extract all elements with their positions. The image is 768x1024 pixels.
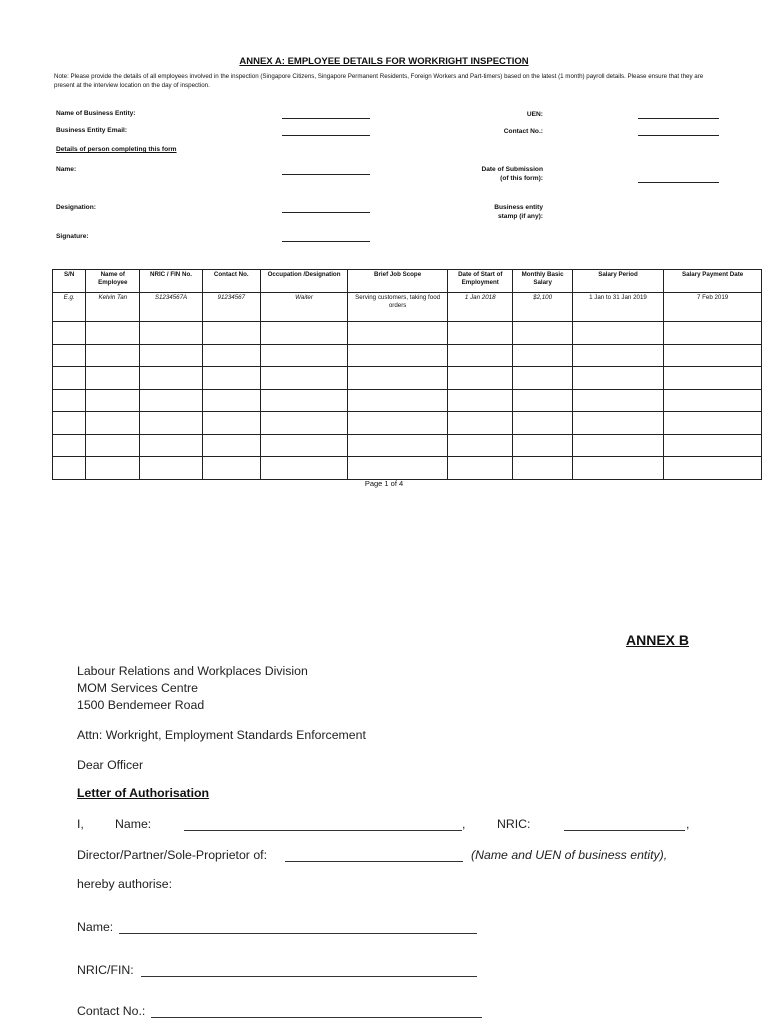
- table-cell: 91234567: [202, 293, 260, 322]
- table-cell[interactable]: [86, 367, 140, 390]
- table-cell[interactable]: [448, 412, 513, 435]
- table-cell[interactable]: [260, 457, 347, 480]
- business-entity-email-label: Business Entity Email:: [56, 127, 128, 134]
- address-block: [77, 663, 308, 715]
- table-cell[interactable]: [140, 389, 202, 412]
- letter-title: Letter of Authorisation: [77, 786, 210, 800]
- header-name: Name of Employee: [86, 270, 140, 293]
- table-cell[interactable]: [448, 344, 513, 367]
- table-cell: 1 Jan to 31 Jan 2019: [572, 293, 663, 322]
- table-cell[interactable]: [86, 322, 140, 345]
- table-cell[interactable]: [260, 367, 347, 390]
- director-name-field[interactable]: [184, 830, 462, 831]
- entity-hint: (Name and UEN of business entity),: [471, 848, 668, 862]
- table-cell[interactable]: [348, 457, 448, 480]
- director-label: Director/Partner/Sole-Proprietor of:: [77, 848, 267, 862]
- header-salary-period: Salary Period: [572, 270, 663, 293]
- auth-nric-label: NRIC/FIN:: [77, 963, 134, 977]
- table-cell: Waiter: [260, 293, 347, 322]
- date-of-submission-field[interactable]: [638, 182, 719, 183]
- header-payment-date: Salary Payment Date: [664, 270, 762, 293]
- table-cell[interactable]: [53, 389, 86, 412]
- comma: ,: [686, 817, 690, 831]
- table-cell: E.g.: [53, 293, 86, 322]
- table-row: [53, 322, 762, 345]
- table-cell[interactable]: [140, 367, 202, 390]
- table-cell[interactable]: [260, 344, 347, 367]
- table-row: [53, 457, 762, 480]
- annex-a-title: ANNEX A: EMPLOYEE DETAILS FOR WORKRIGHT INSPECTION: [239, 56, 529, 67]
- page-number: Page 1 of 4: [364, 479, 404, 488]
- business-entity-field[interactable]: [285, 861, 463, 862]
- annex-a-note: Note: Please provide the details of all employees involved in the inspection (Singapore Citizens, Singapore Permanent Residents, Foreign Workers and Part-timers) based on the latest (1 month) payroll details. Please ensure that they are present at the interview location on the day of inspection.: [54, 73, 704, 89]
- header-occupation: Occupation /Designation: [260, 270, 347, 293]
- uen-label: UEN:: [526, 111, 543, 118]
- table-cell[interactable]: [448, 367, 513, 390]
- table-cell[interactable]: [140, 412, 202, 435]
- table-cell[interactable]: [348, 389, 448, 412]
- name-label-b: Name:: [115, 817, 152, 831]
- table-cell: $2,100: [513, 293, 572, 322]
- header-nric: NRIC / FIN No.: [140, 270, 202, 293]
- table-cell[interactable]: [53, 344, 86, 367]
- nric-label: NRIC:: [497, 817, 531, 831]
- table-cell[interactable]: [86, 434, 140, 457]
- table-cell[interactable]: [348, 322, 448, 345]
- table-cell[interactable]: [140, 434, 202, 457]
- table-cell[interactable]: [348, 412, 448, 435]
- table-cell[interactable]: [513, 412, 572, 435]
- table-row: [53, 367, 762, 390]
- table-cell[interactable]: [513, 322, 572, 345]
- table-cell[interactable]: [513, 367, 572, 390]
- table-cell[interactable]: [202, 389, 260, 412]
- table-cell[interactable]: [513, 434, 572, 457]
- table-cell[interactable]: [53, 367, 86, 390]
- auth-name-label: Name:: [77, 920, 114, 934]
- director-nric-field[interactable]: [564, 830, 685, 831]
- table-cell[interactable]: [664, 412, 762, 435]
- address-line: Labour Relations and Workplaces Division: [77, 664, 308, 678]
- name-field[interactable]: [282, 174, 370, 175]
- table-cell[interactable]: [260, 322, 347, 345]
- table-cell[interactable]: [202, 457, 260, 480]
- authorise-text: hereby authorise:: [77, 877, 173, 891]
- table-cell[interactable]: [140, 457, 202, 480]
- table-cell[interactable]: [448, 389, 513, 412]
- table-row: [53, 344, 762, 367]
- table-cell[interactable]: [664, 322, 762, 345]
- table-cell[interactable]: [664, 457, 762, 480]
- address-line: MOM Services Centre: [77, 681, 198, 696]
- table-cell[interactable]: [513, 389, 572, 412]
- example-row: [53, 293, 762, 322]
- table-cell[interactable]: [572, 389, 663, 412]
- table-cell[interactable]: [348, 367, 448, 390]
- header-sn: S/N: [53, 270, 86, 293]
- table-row: [53, 434, 762, 457]
- auth-name-field[interactable]: [119, 933, 477, 934]
- address-line: 1500 Bendemeer Road: [77, 698, 205, 713]
- auth-nric-field[interactable]: [141, 976, 477, 977]
- table-cell[interactable]: [513, 457, 572, 480]
- table-cell[interactable]: [448, 322, 513, 345]
- table-cell[interactable]: [448, 434, 513, 457]
- comma: ,: [462, 817, 466, 831]
- table-cell: S1234567A: [140, 293, 202, 322]
- table-header-row: [53, 270, 762, 293]
- table-cell: 7 Feb 2019: [664, 293, 762, 322]
- table-cell[interactable]: [664, 434, 762, 457]
- business-entity-name-field[interactable]: [282, 118, 370, 119]
- auth-contact-field[interactable]: [151, 1017, 482, 1018]
- table-cell[interactable]: [53, 434, 86, 457]
- person-details-heading: Details of person completing this form: [56, 146, 177, 153]
- table-cell[interactable]: [86, 412, 140, 435]
- annex-b-heading: ANNEX B: [626, 632, 690, 648]
- table-cell[interactable]: [260, 389, 347, 412]
- table-cell[interactable]: [53, 322, 86, 345]
- table-cell: Kelvin Tan: [86, 293, 140, 322]
- name-label: Name:: [56, 166, 77, 173]
- table-cell[interactable]: [572, 344, 663, 367]
- table-cell[interactable]: [448, 457, 513, 480]
- table-cell[interactable]: [260, 434, 347, 457]
- table-cell[interactable]: [664, 367, 762, 390]
- table-cell[interactable]: [572, 367, 663, 390]
- header-job-scope: Brief Job Scope: [348, 270, 448, 293]
- uen-field[interactable]: [638, 118, 719, 119]
- date-of-submission-label: Date of Submission (of this form):: [481, 166, 543, 182]
- table-cell: 1 Jan 2018: [448, 293, 513, 322]
- table-cell[interactable]: [572, 412, 663, 435]
- designation-label: Designation:: [56, 204, 96, 211]
- table-cell: Serving customers, taking food orders: [348, 293, 448, 322]
- contact-no-field[interactable]: [638, 135, 719, 136]
- table-cell[interactable]: [140, 322, 202, 345]
- table-cell[interactable]: [202, 367, 260, 390]
- designation-field[interactable]: [282, 212, 370, 213]
- i-label: I,: [77, 817, 84, 831]
- table-cell[interactable]: [664, 344, 762, 367]
- table-row: [53, 389, 762, 412]
- attn-line: Attn: Workright, Employment Standards Enforcement: [77, 728, 366, 742]
- business-entity-email-field[interactable]: [282, 135, 370, 136]
- table-cell[interactable]: [86, 389, 140, 412]
- table-cell[interactable]: [572, 322, 663, 345]
- auth-contact-label: Contact No.:: [77, 1004, 146, 1018]
- table-cell[interactable]: [348, 434, 448, 457]
- table-row: [53, 412, 762, 435]
- employee-table: [52, 269, 762, 480]
- table-cell[interactable]: [202, 344, 260, 367]
- header-start-date: Date of Start of Employment: [448, 270, 513, 293]
- header-salary: Monthly Basic Salary: [513, 270, 572, 293]
- table-cell[interactable]: [53, 457, 86, 480]
- table-cell[interactable]: [86, 344, 140, 367]
- business-entity-name-label: Name of Business Entity:: [56, 110, 136, 117]
- table-cell[interactable]: [664, 389, 762, 412]
- table-cell[interactable]: [202, 434, 260, 457]
- table-cell[interactable]: [572, 434, 663, 457]
- table-cell[interactable]: [140, 344, 202, 367]
- business-stamp-label: Business entity stamp (if any):: [494, 204, 543, 220]
- header-contact: Contact No.: [202, 270, 260, 293]
- table-cell[interactable]: [202, 322, 260, 345]
- table-cell[interactable]: [53, 412, 86, 435]
- table-cell[interactable]: [202, 412, 260, 435]
- signature-label: Signature:: [56, 233, 89, 240]
- table-cell[interactable]: [260, 412, 347, 435]
- contact-no-label: Contact No.:: [503, 128, 543, 135]
- table-cell[interactable]: [572, 457, 663, 480]
- table-cell[interactable]: [86, 457, 140, 480]
- signature-field[interactable]: [282, 241, 370, 242]
- salutation: Dear Officer: [77, 758, 144, 772]
- table-cell[interactable]: [513, 344, 572, 367]
- table-cell[interactable]: [348, 344, 448, 367]
